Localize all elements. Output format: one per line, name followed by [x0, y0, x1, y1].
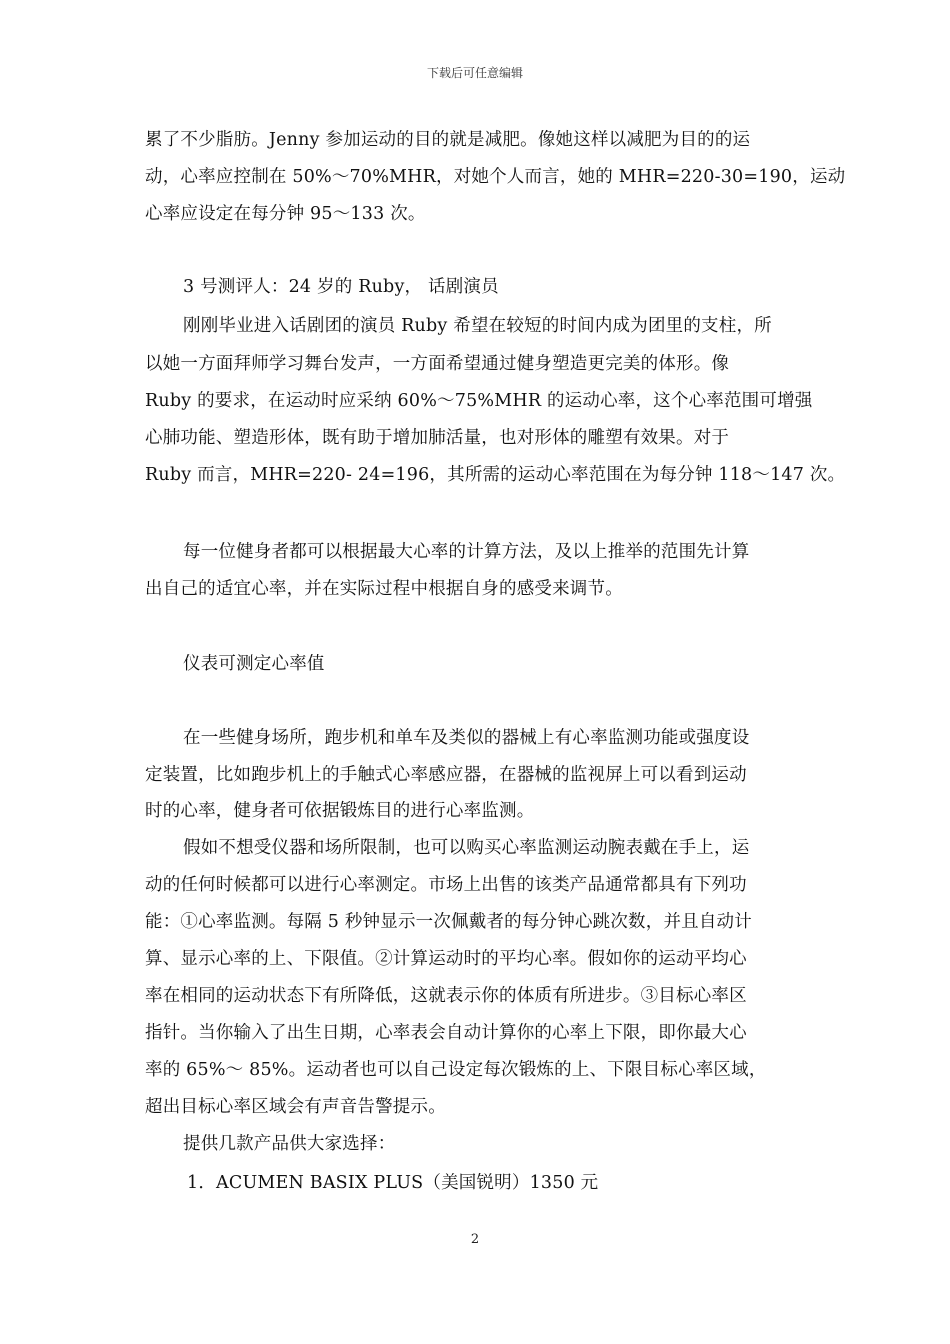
- text-line: Ruby 而言，MHR=220- 24=196，其所需的运动心率范围在为每分钟 118～147 次。: [145, 465, 846, 485]
- text-line: 动的任何时候都可以进行心率测定。市场上出售的该类产品通常都具有下列功: [145, 875, 747, 895]
- text-line: 出自己的适宜心率，并在实际过程中根据自身的感受来调节。: [145, 579, 623, 599]
- section-heading: 仪表可测定心率值: [183, 654, 325, 674]
- text-line: 心率应设定在每分钟 95～133 次。: [145, 204, 426, 224]
- page-number: 2: [470, 1232, 480, 1247]
- text-line: 率的 65%～ 85%。运动者也可以自己设定每次锻炼的上、下限目标心率区域，: [145, 1060, 767, 1080]
- text-line: 每一位健身者都可以根据最大心率的计算方法，及以上推举的范围先计算: [183, 542, 750, 562]
- text-line: 动，心率应控制在 50%～70%MHR，对她个人而言，她的 MHR=220-30=190，运动: [145, 167, 846, 187]
- product-list-item: 1．ACUMEN BASIX PLUS（美国锐明）1350 元: [187, 1173, 599, 1193]
- text-line: 累了不少脂肪。Jenny 参加运动的目的就是减肥。像她这样以减肥为目的的运: [145, 130, 751, 150]
- text-line: 假如不想受仪器和场所限制，也可以购买心率监测运动腕表戴在手上，运: [183, 838, 750, 858]
- reviewer-heading: 3 号测评人：24 岁的 Ruby， 话剧演员: [183, 277, 499, 297]
- text-line: 在一些健身场所，跑步机和单车及类似的器械上有心率监测功能或强度设: [183, 728, 750, 748]
- text-line: 指针。当你输入了出生日期，心率表会自动计算你的心率上下限，即你最大心: [145, 1023, 747, 1043]
- text-line: 心肺功能、塑造形体，既有助于增加肺活量，也对形体的雕塑有效果。对于: [145, 428, 730, 448]
- text-line: 超出目标心率区域会有声音告警提示。: [145, 1097, 446, 1117]
- text-line: 能：①心率监测。每隔 5 秒钟显示一次佩戴者的每分钟心跳次数，并且自动计: [145, 912, 752, 932]
- text-line: 提供几款产品供大家选择：: [183, 1134, 396, 1154]
- text-line: 刚刚毕业进入话剧团的演员 Ruby 希望在较短的时间内成为团里的支柱，所: [183, 316, 772, 336]
- text-line: 时的心率，健身者可依据锻炼目的进行心率监测。: [145, 801, 535, 821]
- text-line: 定装置，比如跑步机上的手触式心率感应器，在器械的监视屏上可以看到运动: [145, 765, 747, 785]
- text-line: 率在相同的运动状态下有所降低，这就表示你的体质有所进步。③目标心率区: [145, 986, 747, 1006]
- text-line: 以她一方面拜师学习舞台发声，一方面希望通过健身塑造更完美的体形。像: [145, 354, 730, 374]
- text-line: 算、显示心率的上、下限值。②计算运动时的平均心率。假如你的运动平均心: [145, 949, 747, 969]
- page-header: 下载后可任意编辑: [426, 66, 523, 80]
- text-line: Ruby 的要求，在运动时应采纳 60%～75%MHR 的运动心率，这个心率范围可增强: [145, 391, 813, 411]
